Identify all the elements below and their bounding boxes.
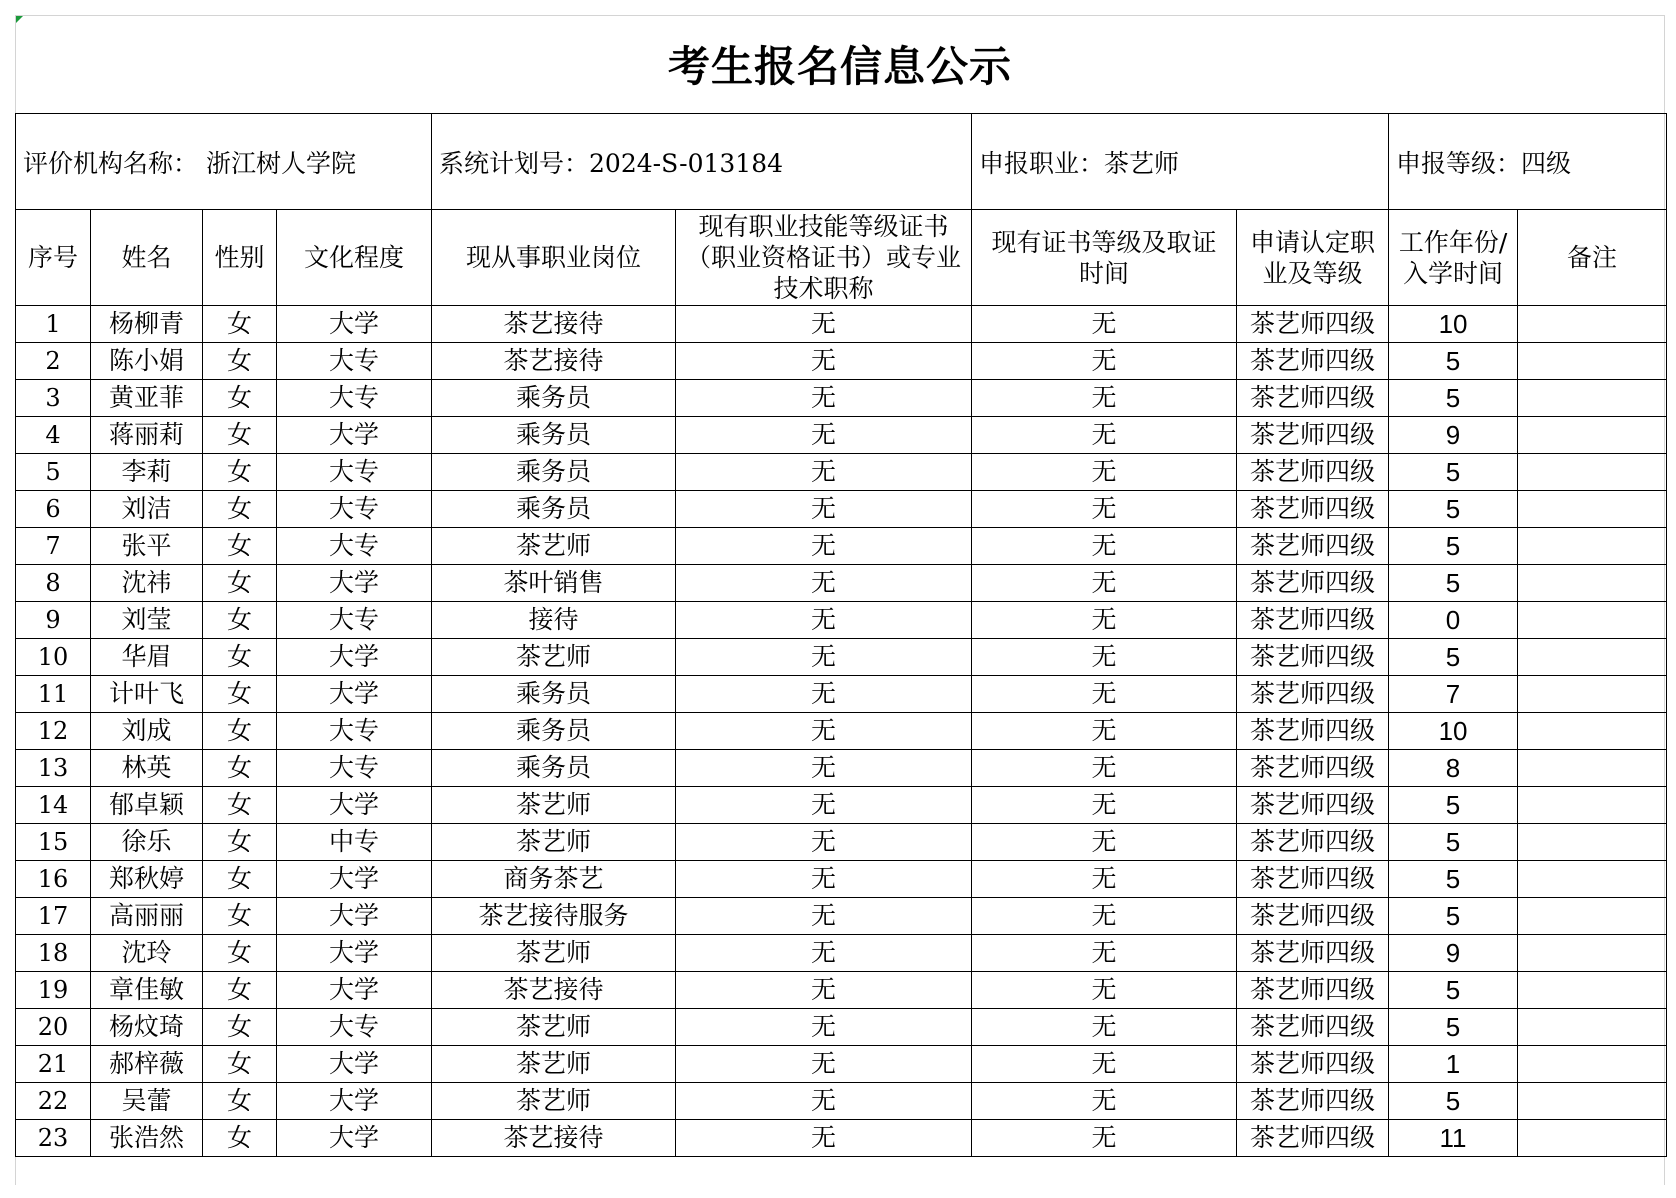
cell-education: 大学 — [277, 898, 432, 935]
cell-position: 茶叶销售 — [432, 565, 676, 602]
cell-name: 沈玲 — [91, 935, 203, 972]
level-cell: 申报等级：四级 — [1389, 114, 1667, 210]
cell-name: 华眉 — [91, 639, 203, 676]
cell-years: 8 — [1389, 750, 1518, 787]
cell-gender: 女 — [203, 787, 277, 824]
cell-years: 5 — [1389, 972, 1518, 1009]
cell-years: 7 — [1389, 676, 1518, 713]
cell-cert-level-time: 无 — [972, 417, 1237, 454]
cell-education: 大专 — [277, 713, 432, 750]
cell-cert-level-time: 无 — [972, 528, 1237, 565]
cell-years: 10 — [1389, 713, 1518, 750]
cell-name: 刘成 — [91, 713, 203, 750]
cell-apply: 茶艺师四级 — [1237, 824, 1389, 861]
cell-position: 乘务员 — [432, 750, 676, 787]
cell-education: 大学 — [277, 676, 432, 713]
header-years: 工作年份/入学时间 — [1389, 210, 1518, 306]
cell-seq: 15 — [16, 824, 91, 861]
table-row — [16, 602, 1667, 639]
page-title: 考生报名信息公示 — [667, 42, 1012, 91]
cell-name: 陈小娟 — [91, 343, 203, 380]
cell-name: 沈祎 — [91, 565, 203, 602]
cell-cert-level-time: 无 — [972, 565, 1237, 602]
cell-seq: 18 — [16, 935, 91, 972]
cell-name: 李莉 — [91, 454, 203, 491]
cell-cert-level-time: 无 — [972, 1046, 1237, 1083]
table-row — [16, 972, 1667, 1009]
cell-seq: 2 — [16, 343, 91, 380]
cell-current-cert: 无 — [676, 713, 972, 750]
cell-education: 大专 — [277, 750, 432, 787]
org-name-cell: 评价机构名称： 浙江树人学院 — [16, 114, 432, 210]
cell-current-cert: 无 — [676, 380, 972, 417]
cell-current-cert: 无 — [676, 454, 972, 491]
registration-table — [15, 113, 1667, 1157]
cell-cert-level-time: 无 — [972, 380, 1237, 417]
cell-remark — [1518, 861, 1667, 898]
cell-name: 张平 — [91, 528, 203, 565]
cell-seq: 12 — [16, 713, 91, 750]
cell-position: 乘务员 — [432, 713, 676, 750]
cell-name: 杨炆琦 — [91, 1009, 203, 1046]
cell-current-cert: 无 — [676, 528, 972, 565]
table-row — [16, 861, 1667, 898]
cell-education: 大专 — [277, 454, 432, 491]
cell-apply: 茶艺师四级 — [1237, 898, 1389, 935]
cell-apply: 茶艺师四级 — [1237, 565, 1389, 602]
cell-years: 11 — [1389, 1120, 1518, 1157]
cell-cert-level-time: 无 — [972, 639, 1237, 676]
table-row — [16, 898, 1667, 935]
cell-years: 9 — [1389, 935, 1518, 972]
cell-gender: 女 — [203, 602, 277, 639]
plan-number-cell: 系统计划号：2024-S-013184 — [432, 114, 972, 210]
cell-remark — [1518, 898, 1667, 935]
cell-apply: 茶艺师四级 — [1237, 639, 1389, 676]
cell-remark — [1518, 417, 1667, 454]
cell-remark — [1518, 787, 1667, 824]
cell-years: 5 — [1389, 1083, 1518, 1120]
cell-remark — [1518, 565, 1667, 602]
cell-position: 茶艺接待 — [432, 306, 676, 343]
cell-gender: 女 — [203, 565, 277, 602]
table-row — [16, 417, 1667, 454]
cell-current-cert: 无 — [676, 343, 972, 380]
cell-position: 接待 — [432, 602, 676, 639]
cell-name: 刘莹 — [91, 602, 203, 639]
cell-name: 郑秋婷 — [91, 861, 203, 898]
cell-gender: 女 — [203, 750, 277, 787]
cell-position: 乘务员 — [432, 676, 676, 713]
cell-cert-level-time: 无 — [972, 787, 1237, 824]
cell-position: 茶艺接待服务 — [432, 898, 676, 935]
header-remark: 备注 — [1518, 210, 1667, 306]
cell-gender: 女 — [203, 639, 277, 676]
cell-remark — [1518, 528, 1667, 565]
cell-name: 徐乐 — [91, 824, 203, 861]
cell-seq: 6 — [16, 491, 91, 528]
header-cert-level-time: 现有证书等级及取证时间 — [972, 210, 1237, 306]
cell-gender: 女 — [203, 380, 277, 417]
cell-gender: 女 — [203, 1120, 277, 1157]
cell-name: 刘洁 — [91, 491, 203, 528]
cell-apply: 茶艺师四级 — [1237, 528, 1389, 565]
cell-apply: 茶艺师四级 — [1237, 676, 1389, 713]
cell-gender: 女 — [203, 343, 277, 380]
cell-education: 大学 — [277, 565, 432, 602]
cell-education: 大专 — [277, 602, 432, 639]
cell-gender: 女 — [203, 676, 277, 713]
cell-cert-level-time: 无 — [972, 972, 1237, 1009]
cell-remark — [1518, 1083, 1667, 1120]
cell-remark — [1518, 1009, 1667, 1046]
cell-remark — [1518, 343, 1667, 380]
cell-apply: 茶艺师四级 — [1237, 454, 1389, 491]
cell-remark — [1518, 306, 1667, 343]
cell-education: 大学 — [277, 417, 432, 454]
cell-gender: 女 — [203, 417, 277, 454]
cell-education: 大学 — [277, 972, 432, 1009]
table-row — [16, 565, 1667, 602]
cell-cert-level-time: 无 — [972, 1009, 1237, 1046]
cell-education: 大专 — [277, 380, 432, 417]
cell-education: 中专 — [277, 824, 432, 861]
header-seq: 序号 — [16, 210, 91, 306]
header-apply: 申请认定职业及等级 — [1237, 210, 1389, 306]
cell-years: 5 — [1389, 491, 1518, 528]
cell-gender: 女 — [203, 454, 277, 491]
table-row — [16, 787, 1667, 824]
table-row — [16, 639, 1667, 676]
cell-current-cert: 无 — [676, 898, 972, 935]
cell-current-cert: 无 — [676, 935, 972, 972]
cell-education: 大学 — [277, 1046, 432, 1083]
cell-current-cert: 无 — [676, 1083, 972, 1120]
cell-seq: 23 — [16, 1120, 91, 1157]
cell-seq: 10 — [16, 639, 91, 676]
cell-remark — [1518, 676, 1667, 713]
cell-current-cert: 无 — [676, 306, 972, 343]
cell-current-cert: 无 — [676, 824, 972, 861]
header-education: 文化程度 — [277, 210, 432, 306]
cell-gender: 女 — [203, 1009, 277, 1046]
cell-apply: 茶艺师四级 — [1237, 602, 1389, 639]
cell-education: 大学 — [277, 787, 432, 824]
cell-position: 乘务员 — [432, 491, 676, 528]
cell-education: 大学 — [277, 935, 432, 972]
cell-seq: 20 — [16, 1009, 91, 1046]
cell-position: 乘务员 — [432, 454, 676, 491]
cell-apply: 茶艺师四级 — [1237, 1120, 1389, 1157]
table-row — [16, 1120, 1667, 1157]
cell-years: 5 — [1389, 528, 1518, 565]
header-current-cert: 现有职业技能等级证书（职业资格证书）或专业技术职称 — [676, 210, 972, 306]
cell-seq: 19 — [16, 972, 91, 1009]
cell-remark — [1518, 935, 1667, 972]
cell-education: 大学 — [277, 639, 432, 676]
cell-name: 张浩然 — [91, 1120, 203, 1157]
cell-remark — [1518, 454, 1667, 491]
cell-name: 林英 — [91, 750, 203, 787]
cell-apply: 茶艺师四级 — [1237, 972, 1389, 1009]
cell-position: 茶艺师 — [432, 639, 676, 676]
header-row — [16, 210, 1667, 306]
cell-apply: 茶艺师四级 — [1237, 1083, 1389, 1120]
cell-gender: 女 — [203, 898, 277, 935]
cell-current-cert: 无 — [676, 750, 972, 787]
cell-gender: 女 — [203, 972, 277, 1009]
cell-seq: 4 — [16, 417, 91, 454]
cell-name: 章佳敏 — [91, 972, 203, 1009]
cell-gender: 女 — [203, 861, 277, 898]
cell-remark — [1518, 1046, 1667, 1083]
cell-remark — [1518, 380, 1667, 417]
cell-education: 大学 — [277, 1083, 432, 1120]
cell-position: 商务茶艺 — [432, 861, 676, 898]
cell-years: 5 — [1389, 565, 1518, 602]
cell-gender: 女 — [203, 491, 277, 528]
cell-cert-level-time: 无 — [972, 491, 1237, 528]
occupation-cell: 申报职业：茶艺师 — [972, 114, 1389, 210]
cell-education: 大专 — [277, 1009, 432, 1046]
cell-current-cert: 无 — [676, 861, 972, 898]
cell-seq: 3 — [16, 380, 91, 417]
cell-years: 10 — [1389, 306, 1518, 343]
cell-apply: 茶艺师四级 — [1237, 417, 1389, 454]
cell-name: 计叶飞 — [91, 676, 203, 713]
table-row — [16, 528, 1667, 565]
cell-cert-level-time: 无 — [972, 713, 1237, 750]
cell-gender: 女 — [203, 528, 277, 565]
cell-cert-level-time: 无 — [972, 935, 1237, 972]
cell-remark — [1518, 602, 1667, 639]
cell-gender: 女 — [203, 713, 277, 750]
cell-years: 1 — [1389, 1046, 1518, 1083]
cell-position: 茶艺师 — [432, 1009, 676, 1046]
cell-education: 大专 — [277, 528, 432, 565]
cell-seq: 14 — [16, 787, 91, 824]
cell-seq: 8 — [16, 565, 91, 602]
cell-apply: 茶艺师四级 — [1237, 491, 1389, 528]
table-row — [16, 491, 1667, 528]
cell-cert-level-time: 无 — [972, 1083, 1237, 1120]
cell-position: 茶艺接待 — [432, 343, 676, 380]
cell-remark — [1518, 1120, 1667, 1157]
header-name: 姓名 — [91, 210, 203, 306]
cell-position: 茶艺师 — [432, 787, 676, 824]
cell-gender: 女 — [203, 306, 277, 343]
info-row — [16, 114, 1667, 210]
cell-name: 郝梓薇 — [91, 1046, 203, 1083]
cell-apply: 茶艺师四级 — [1237, 861, 1389, 898]
cell-years: 0 — [1389, 602, 1518, 639]
cell-remark — [1518, 639, 1667, 676]
cell-name: 吴蕾 — [91, 1083, 203, 1120]
table-row — [16, 1046, 1667, 1083]
cell-apply: 茶艺师四级 — [1237, 380, 1389, 417]
cell-remark — [1518, 972, 1667, 1009]
cell-name: 杨柳青 — [91, 306, 203, 343]
cell-gender: 女 — [203, 1046, 277, 1083]
cell-gender: 女 — [203, 824, 277, 861]
cell-current-cert: 无 — [676, 565, 972, 602]
cell-cert-level-time: 无 — [972, 898, 1237, 935]
cell-years: 5 — [1389, 787, 1518, 824]
cell-seq: 16 — [16, 861, 91, 898]
cell-seq: 22 — [16, 1083, 91, 1120]
cell-apply: 茶艺师四级 — [1237, 343, 1389, 380]
cell-education: 大学 — [277, 861, 432, 898]
cell-position: 茶艺接待 — [432, 972, 676, 1009]
table-row — [16, 343, 1667, 380]
cell-position: 茶艺接待 — [432, 1120, 676, 1157]
cell-gender: 女 — [203, 1083, 277, 1120]
cell-name: 蒋丽莉 — [91, 417, 203, 454]
cell-current-cert: 无 — [676, 417, 972, 454]
cell-current-cert: 无 — [676, 1120, 972, 1157]
cell-apply: 茶艺师四级 — [1237, 1009, 1389, 1046]
cell-years: 9 — [1389, 417, 1518, 454]
cell-cert-level-time: 无 — [972, 306, 1237, 343]
cell-cert-level-time: 无 — [972, 861, 1237, 898]
cell-education: 大专 — [277, 491, 432, 528]
cell-current-cert: 无 — [676, 972, 972, 1009]
table-row — [16, 713, 1667, 750]
cell-current-cert: 无 — [676, 1009, 972, 1046]
cell-seq: 11 — [16, 676, 91, 713]
table-row — [16, 824, 1667, 861]
cell-education: 大专 — [277, 343, 432, 380]
cell-apply: 茶艺师四级 — [1237, 787, 1389, 824]
cell-years: 5 — [1389, 1009, 1518, 1046]
cell-seq: 17 — [16, 898, 91, 935]
table-row — [16, 676, 1667, 713]
cell-apply: 茶艺师四级 — [1237, 935, 1389, 972]
header-gender: 性别 — [203, 210, 277, 306]
cell-position: 茶艺师 — [432, 1083, 676, 1120]
cell-current-cert: 无 — [676, 639, 972, 676]
cell-years: 5 — [1389, 343, 1518, 380]
cell-years: 5 — [1389, 380, 1518, 417]
cell-position: 茶艺师 — [432, 824, 676, 861]
cell-position: 乘务员 — [432, 417, 676, 454]
cell-seq: 1 — [16, 306, 91, 343]
cell-remark — [1518, 491, 1667, 528]
table-row — [16, 380, 1667, 417]
cell-seq: 21 — [16, 1046, 91, 1083]
table-row — [16, 306, 1667, 343]
table-row — [16, 454, 1667, 491]
cell-apply: 茶艺师四级 — [1237, 750, 1389, 787]
cell-years: 5 — [1389, 639, 1518, 676]
cell-current-cert: 无 — [676, 676, 972, 713]
cell-years: 5 — [1389, 861, 1518, 898]
cell-position: 茶艺师 — [432, 528, 676, 565]
cell-education: 大学 — [277, 306, 432, 343]
cell-cert-level-time: 无 — [972, 454, 1237, 491]
cell-current-cert: 无 — [676, 602, 972, 639]
cell-apply: 茶艺师四级 — [1237, 1046, 1389, 1083]
cell-apply: 茶艺师四级 — [1237, 713, 1389, 750]
cell-seq: 5 — [16, 454, 91, 491]
cell-years: 5 — [1389, 824, 1518, 861]
cell-years: 5 — [1389, 454, 1518, 491]
header-position: 现从事职业岗位 — [432, 210, 676, 306]
table-row — [16, 750, 1667, 787]
cell-remark — [1518, 750, 1667, 787]
cell-cert-level-time: 无 — [972, 824, 1237, 861]
cell-cert-level-time: 无 — [972, 1120, 1237, 1157]
cell-position: 茶艺师 — [432, 935, 676, 972]
cell-remark — [1518, 824, 1667, 861]
cell-remark — [1518, 713, 1667, 750]
table-row — [16, 1083, 1667, 1120]
cell-education: 大学 — [277, 1120, 432, 1157]
cell-current-cert: 无 — [676, 1046, 972, 1083]
cell-cert-level-time: 无 — [972, 343, 1237, 380]
cell-position: 茶艺师 — [432, 1046, 676, 1083]
cell-cert-level-time: 无 — [972, 676, 1237, 713]
table-row — [16, 935, 1667, 972]
cell-name: 高丽丽 — [91, 898, 203, 935]
cell-seq: 7 — [16, 528, 91, 565]
cell-seq: 13 — [16, 750, 91, 787]
cell-cert-level-time: 无 — [972, 750, 1237, 787]
table-row — [16, 1009, 1667, 1046]
cell-gender: 女 — [203, 935, 277, 972]
cell-apply: 茶艺师四级 — [1237, 306, 1389, 343]
cell-seq: 9 — [16, 602, 91, 639]
cell-cert-level-time: 无 — [972, 602, 1237, 639]
cell-name: 郁卓颖 — [91, 787, 203, 824]
cell-current-cert: 无 — [676, 787, 972, 824]
cell-name: 黄亚菲 — [91, 380, 203, 417]
cell-position: 乘务员 — [432, 380, 676, 417]
cell-current-cert: 无 — [676, 491, 972, 528]
cell-years: 5 — [1389, 898, 1518, 935]
